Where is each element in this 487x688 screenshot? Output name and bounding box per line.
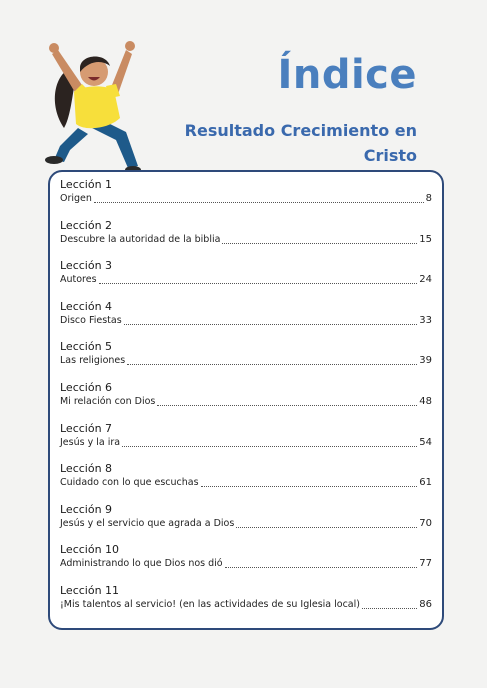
dot-leader xyxy=(157,405,417,406)
lesson-title: Cuidado con lo que escuchas xyxy=(60,477,199,489)
lesson-row xyxy=(60,517,432,531)
lesson-number: Lección 6 xyxy=(60,380,113,394)
toc-entry[interactable] xyxy=(60,300,432,341)
lesson-row xyxy=(60,192,432,206)
lesson-title: Las religiones xyxy=(60,355,126,367)
lesson-row xyxy=(60,436,432,450)
dot-leader xyxy=(127,364,417,365)
page-number: 15 xyxy=(419,233,432,245)
toc-entry[interactable] xyxy=(60,503,432,544)
lesson-number: Lección 7 xyxy=(60,421,113,435)
lesson-title: Disco Fiestas xyxy=(60,314,122,326)
page-number: 86 xyxy=(419,598,432,610)
lesson-row xyxy=(60,314,432,328)
dot-leader xyxy=(236,527,417,528)
lesson-title: Jesús y la ira xyxy=(60,436,121,448)
page-number: 70 xyxy=(419,517,432,529)
toc-entry[interactable] xyxy=(60,178,432,219)
lesson-row xyxy=(60,476,432,490)
page-number: 61 xyxy=(419,477,432,489)
dot-leader xyxy=(94,202,424,203)
page-title: Índice xyxy=(277,52,417,98)
lesson-number: Lección 5 xyxy=(60,340,113,354)
lesson-row xyxy=(60,233,432,247)
dot-leader xyxy=(225,567,418,568)
lesson-number: Lección 2 xyxy=(60,218,113,232)
toc-entry[interactable] xyxy=(60,422,432,463)
lesson-title: Origen xyxy=(60,193,92,204)
page-number: 48 xyxy=(419,395,432,407)
lesson-title: Jesús y el servicio que agrada a Dios xyxy=(60,517,235,529)
lesson-row xyxy=(60,354,432,368)
lesson-number: Lección 10 xyxy=(60,543,120,557)
lesson-number: Lección 1 xyxy=(60,178,113,191)
dot-leader xyxy=(222,243,417,244)
dot-leader xyxy=(362,608,417,609)
lesson-number: Lección 8 xyxy=(60,462,113,476)
dot-leader xyxy=(122,446,417,447)
lesson-title: Administrando lo que Dios nos dió xyxy=(60,558,223,570)
lesson-title: Mi relación con Dios xyxy=(60,395,156,407)
toc-entry[interactable] xyxy=(60,219,432,260)
dot-leader xyxy=(201,486,418,487)
jumping-girl-illustration xyxy=(30,28,150,178)
lesson-title: Descubre la autoridad de la biblia xyxy=(60,233,221,245)
page-subtitle: Resultado Crecimiento en Cristo xyxy=(184,121,417,165)
toc-entry[interactable] xyxy=(60,462,432,503)
page-number: 39 xyxy=(419,355,432,367)
lesson-number: Lección 11 xyxy=(60,583,120,597)
toc-entry[interactable] xyxy=(60,381,432,422)
toc-entry[interactable] xyxy=(60,584,432,625)
page-number: 77 xyxy=(419,558,432,570)
lesson-row xyxy=(60,557,432,571)
entries-list xyxy=(60,178,432,625)
table-of-contents xyxy=(48,170,444,630)
lesson-row xyxy=(60,598,432,612)
lesson-number: Lección 4 xyxy=(60,299,113,313)
lesson-row xyxy=(60,273,432,287)
page-number: 24 xyxy=(419,274,432,286)
toc-entry[interactable] xyxy=(60,259,432,300)
page-number: 8 xyxy=(425,193,432,204)
lesson-row xyxy=(60,395,432,409)
dot-leader xyxy=(99,283,418,284)
lesson-number: Lección 9 xyxy=(60,502,113,516)
lesson-title: ¡Mis talentos al servicio! (en las actividades de su Iglesia local) xyxy=(60,598,360,610)
page-number: 54 xyxy=(419,436,432,448)
page-number: 33 xyxy=(419,314,432,326)
toc-entry[interactable] xyxy=(60,340,432,381)
lesson-number: Lección 3 xyxy=(60,259,113,273)
toc-entry[interactable] xyxy=(60,543,432,584)
dot-leader xyxy=(124,324,418,325)
lesson-title: Autores xyxy=(60,274,97,286)
